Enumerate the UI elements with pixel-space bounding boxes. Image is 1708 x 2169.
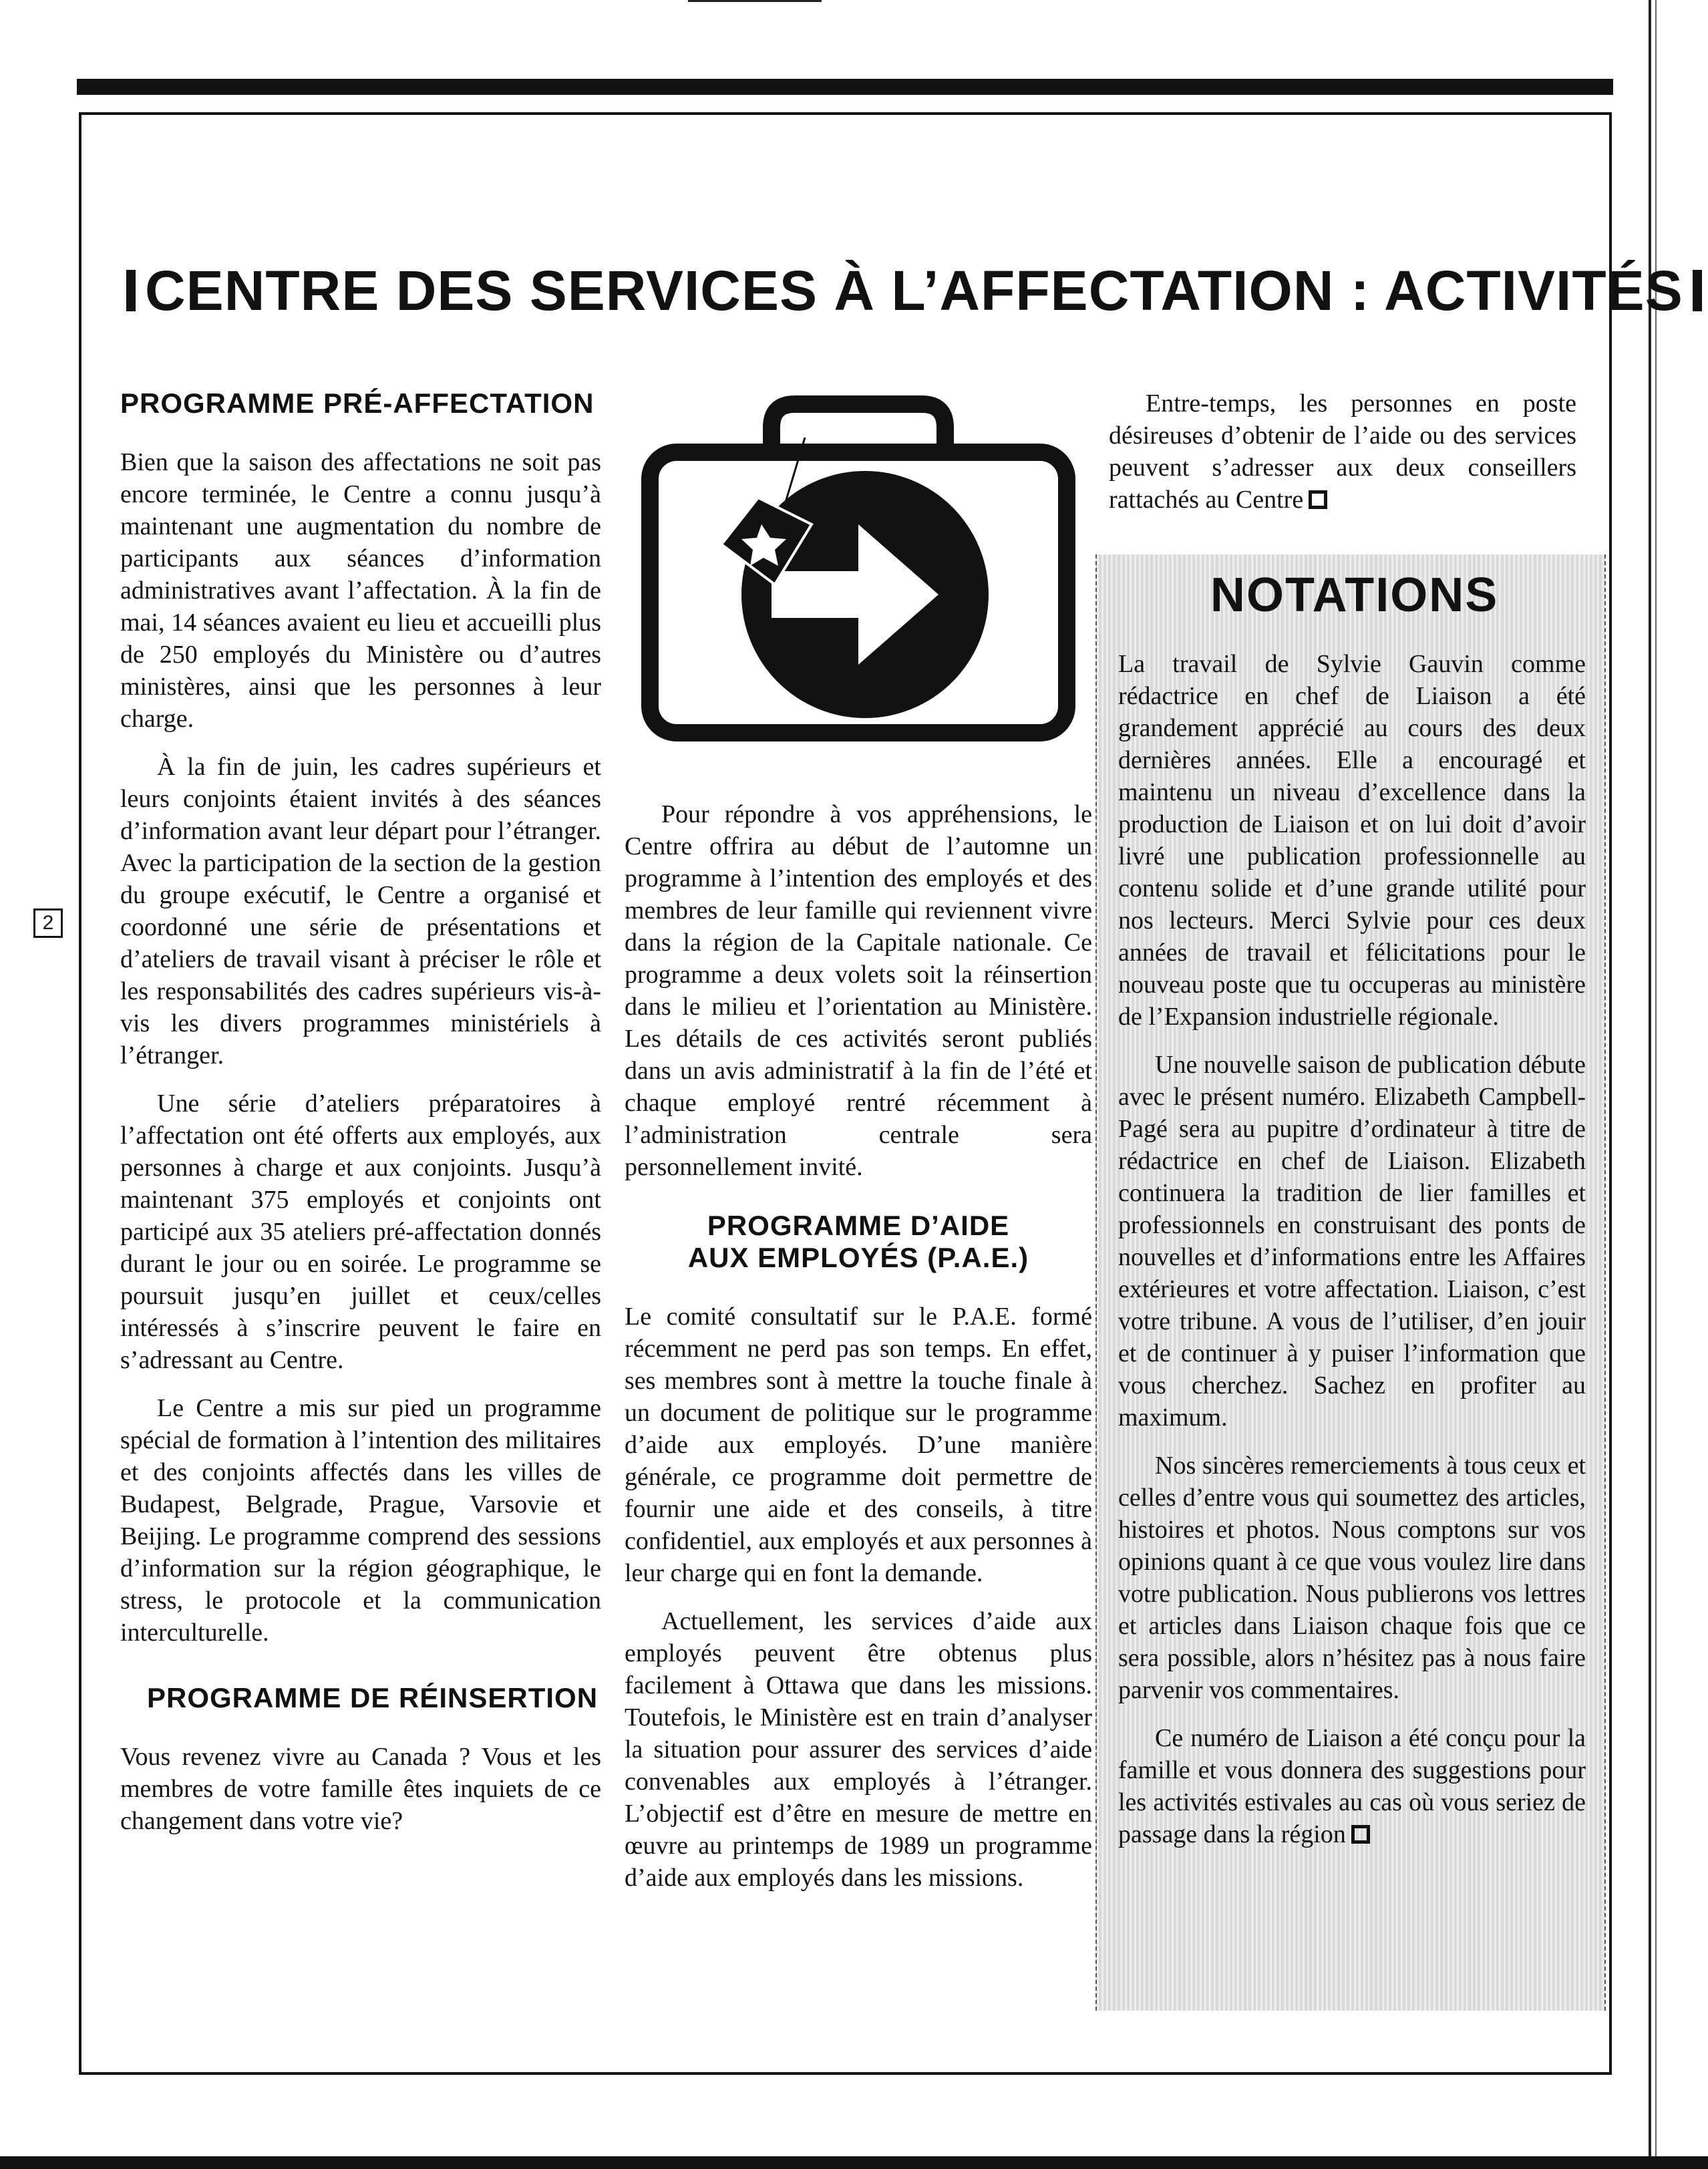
suitcase-arrow-illustration [638,391,1079,745]
end-box-icon [1309,490,1327,509]
paragraph-text: Entre-temps, les personnes en poste désireuses d’obtenir de l’aide ou des services peuvent s’adresser aux deux conseillers rattachés au Centre [1109,389,1576,514]
header-bar [77,79,1613,95]
bottom-bar [0,2156,1708,2169]
paragraph: Bien que la saison des affectations ne soit pas encore terminée, le Centre a connu jusqu’à maintenant une augmentation du nombre de participants aux séances d’information administratives avant l’affectation. À la fin de mai, 14 séances avaient eu lieu et accueilli plus de 250 employés du Ministère ou d’autres ministères, ainsi que les personnes à leur charge. [120,448,601,733]
paragraph: Actuellement, les services d’aide aux employés peuvent être obtenus plus facilement à Ottawa que dans les missions. Toutefois, le Ministère est en train d’analyser la situation pour assurer des services d’aide convenables aux employés à l’étranger. L’objectif est d’être en mesure de mettre en œuvre au printemps de 1989 un programme d’aide aux employés dans les missions. [625,1607,1092,1892]
heading-reinsertion: PROGRAMME DE RÉINSERTION [147,1682,599,1713]
heading-pae-line2: AUX EMPLOYÉS (P.A.E.) [687,1242,1029,1273]
paragraph [1118,1722,1586,1850]
heading-pae [625,1210,1092,1274]
end-box-icon [1351,1825,1370,1844]
notations-body [1118,648,1586,1866]
page-edge-inner [1655,0,1657,2169]
column-middle [625,798,1092,1910]
notations-title: NOTATIONS [1210,568,1499,622]
paragraph: Vous revenez vivre au Canada ? Vous et les membres de votre famille êtes inquiets de ce changement dans votre vie? [120,1743,601,1835]
heading-pae-line1: PROGRAMME D’AIDE [707,1210,1010,1241]
column-left [120,387,601,1853]
notations-box [1095,554,1606,2011]
page-edge [1649,0,1651,2169]
paragraph [1109,387,1576,516]
title-text: CENTRE DES SERVICES À L’AFFECTATION : ACTIVITÉS [145,259,1683,322]
paragraph: Nos sincères remerciements à tous ceux et celles d’entre vous qui soumettez des articles, histoires et photos. Nous comptons sur vos opinions quant à ce que vous voulez lire dans votre publication. Nous publierons vos lettres et articles dans Liaison chaque fois que ce sera possible, alors n’hésitez pas à nous faire parvenir vos commentaires. [1118,1452,1586,1704]
paragraph-text: Ce numéro de Liaison a été conçu pour la famille et vous donnera des suggestions pour les activités estivales au cas où vous seriez de passage dans la région [1118,1724,1586,1848]
page-number: 2 [33,908,63,938]
title-box-right-icon [1693,270,1702,311]
title-box-left-icon [126,270,136,311]
paragraph: Une série d’ateliers préparatoires à l’affectation ont été offerts aux employés, aux personnes à charge et aux conjoints. Jusqu’à maintenant 375 employés et conjoints ont participé aux 35 ateliers pré-affectation donnés durant le jour ou en soirée. Le programme se poursuit jusqu’en juillet et ceux/celles intéressés à s’inscrire peuvent le faire en s’adressant au Centre. [120,1090,601,1374]
paragraph: Le Centre a mis sur pied un programme spécial de formation à l’intention des militaires et des conjoints affectés dans les villes de Budapest, Belgrade, Prague, Varsovie et Beijing. Le programme comprend des sessions d’information sur la région géographique, le stress, le protocole et la communication interculturelle. [120,1394,601,1647]
paragraph: À la fin de juin, les cadres supérieurs et leurs conjoints étaient invités à des séances d’information avant leur départ pour l’étranger. Avec la participation de la section de la gestion du groupe exécutif, le Centre a organisé et coordonné une série de présentations et d’ateliers de travail visant à préciser le rôle et les responsabilités des cadres supérieurs vis-à-vis les divers programmes ministériels à l’étranger. [120,753,601,1069]
page-title [117,254,1683,327]
paragraph: Le comité consultatif sur le P.A.E. formé récemment ne perd pas son temps. En effet, ses membres sont à mettre la touche finale à un document de politique sur le programme d’aide aux employés. D’une manière générale, ce programme doit permettre de fournir une aide et des conseils, à titre confidentiel, aux employés et aux personnes à leur charge qui en font la demande. [625,1303,1092,1587]
paragraph: La travail de Sylvie Gauvin comme rédactrice en chef de Liaison a été grandement apprécié au cours des deux dernières années. Elle a encouragé et maintenu un niveau d’excellence dans la production de Liaison et on lui doit d’avoir livré une publication professionnelle au contenu solide et d’une grande utilité pour nos lecteurs. Merci Sylvie pour ces deux années de travail et félicitations pour le nouveau poste que tu occuperas au ministère de l’Expansion industrielle régionale. [1118,650,1586,1031]
paragraph: Pour répondre à vos appréhensions, le Centre offrira au début de l’automne un programme à l’intention des employés et des membres de leur famille qui reviennent vivre dans la région de la Capitale nationale. Ce programme a deux volets soit la réinsertion dans le milieu et l’orientation au Ministère. Les détails de ces activités seront publiés dans un avis administratif à la fin de l’été et chaque employé rentré récemment à l’administration centrale sera personnellement invité. [625,800,1092,1181]
column-right [1109,387,1576,532]
paragraph: Une nouvelle saison de publication débute avec le présent numéro. Elizabeth Campbell-Pagé sera au pupitre d’ordinateur à titre de rédactrice en chef de Liaison. Elizabeth continuera la tradition de lier familles et professionnels en construisant des ponts de nouvelles et d’informations entre les Affaires extérieures et votre affectation. Liaison, c’est votre tribune. A vous de l’utiliser, d’en jouir et de continuer à y puiser l’information que vous cherchez. Sachez en profiter au maximum. [1118,1051,1586,1432]
heading-pre-affectation: PROGRAMME PRÉ-AFFECTATION [120,387,594,419]
top-rule [688,0,822,2]
